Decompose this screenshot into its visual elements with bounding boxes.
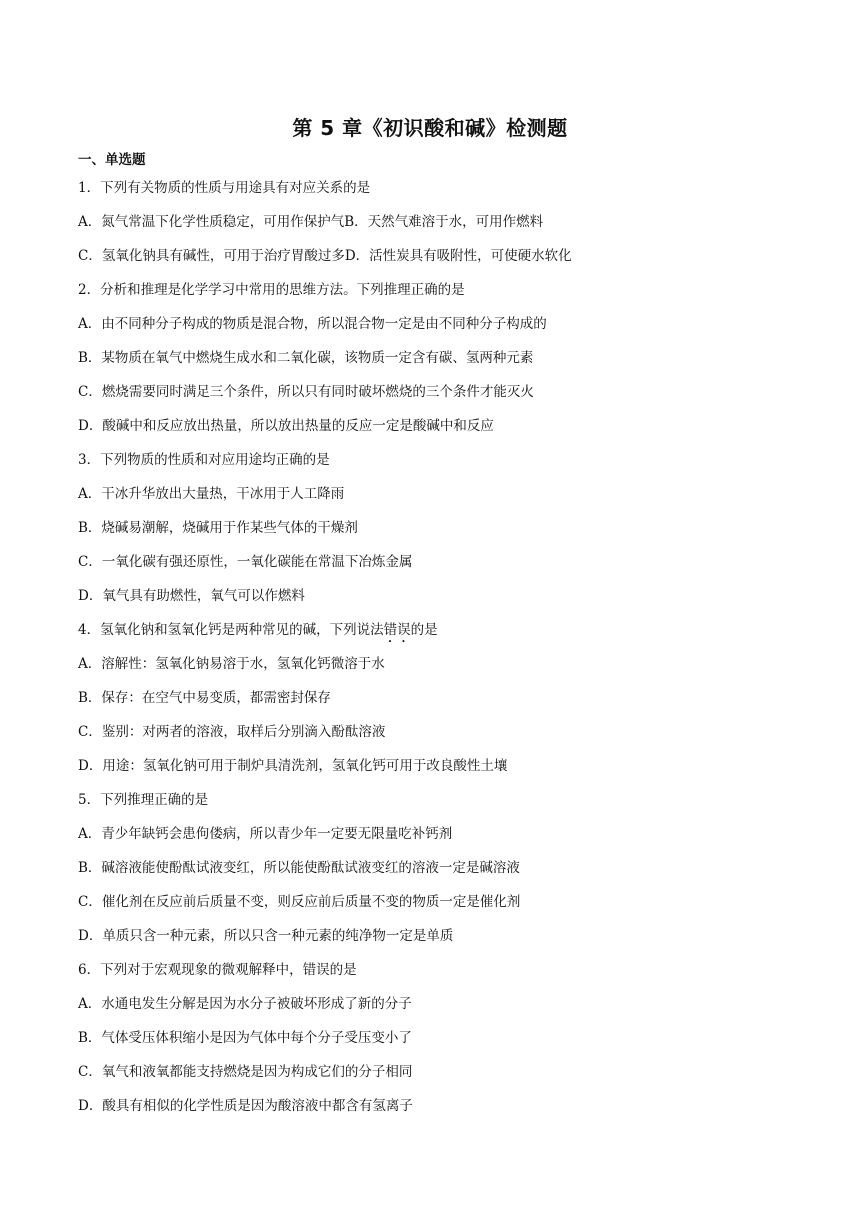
question-4-stem-suffix: 的是 xyxy=(410,622,438,638)
question-2-option-b: B．某物质在氧气中燃烧生成水和二氧化碳，该物质一定含有碳、氢两种元素 xyxy=(78,350,534,366)
question-4-stem-prefix: 4．氢氧化钠和氢氧化钙是两种常见的碱，下列说法 xyxy=(78,622,384,638)
question-5-stem: 5．下列推理正确的是 xyxy=(78,792,209,808)
question-4-option-c: C．鉴别：对两者的溶液，取样后分别滴入酚酞溶液 xyxy=(78,724,386,740)
question-4-option-b: B．保存：在空气中易变质，都需密封保存 xyxy=(78,690,331,706)
question-4-option-a: A．溶解性：氢氧化钠易溶于水，氢氧化钙微溶于水 xyxy=(78,656,385,672)
question-1-option-line: C．氢氧化钠具有碱性，可用于治疗胃酸过多D．活性炭具有吸附性，可使硬水软化 xyxy=(78,248,572,264)
question-5-option-b: B．碱溶液能使酚酞试液变红，所以能使酚酞试液变红的溶液一定是碱溶液 xyxy=(78,860,520,876)
question-3-stem: 3．下列物质的性质和对应用途均正确的是 xyxy=(78,452,330,468)
question-6-option-b: B．气体受压体积缩小是因为气体中每个分子受压变小了 xyxy=(78,1030,412,1046)
question-2-option-d: D．酸碱中和反应放出热量，所以放出热量的反应一定是酸碱中和反应 xyxy=(78,418,494,434)
question-6-option-d: D．酸具有相似的化学性质是因为酸溶液中都含有氢离子 xyxy=(78,1098,413,1114)
question-3-option-a: A．干冰升华放出大量热，干冰用于人工降雨 xyxy=(78,486,345,502)
question-6-stem: 6．下列对于宏观现象的微观解释中，错误的是 xyxy=(78,962,357,978)
question-4-stem-emphasis: 错误 xyxy=(383,622,411,638)
question-2-option-c: C．燃烧需要同时满足三个条件，所以只有同时破坏燃烧的三个条件才能灭火 xyxy=(78,384,534,400)
question-2-stem: 2．分析和推理是化学学习中常用的思维方法。下列推理正确的是 xyxy=(78,282,465,298)
question-4-option-d: D．用途：氢氧化钠可用于制炉具清洗剂，氢氧化钙可用于改良酸性土壤 xyxy=(78,758,508,774)
section-heading: 一、单选题 xyxy=(78,152,146,168)
question-3-option-b: B．烧碱易潮解，烧碱用于作某些气体的干燥剂 xyxy=(78,520,358,536)
question-4-stem xyxy=(78,620,798,654)
question-5-option-d: D．单质只含一种元素，所以只含一种元素的纯净物一定是单质 xyxy=(78,928,454,944)
question-3-option-c: C．一氧化碳有强还原性，一氧化碳能在常温下冶炼金属 xyxy=(78,554,413,570)
question-1-option-line: A．氮气常温下化学性质稳定，可用作保护气B．天然气难溶于水，可用作燃料 xyxy=(78,214,544,230)
question-6-option-c: C．氧气和液氧都能支持燃烧是因为构成它们的分子相同 xyxy=(78,1064,413,1080)
question-2-option-a: A．由不同种分子构成的物质是混合物，所以混合物一定是由不同种分子构成的 xyxy=(78,316,547,332)
question-list xyxy=(78,150,798,1130)
page-title: 第 5 章《初识酸和碱》检测题 xyxy=(292,116,568,140)
question-5-option-a: A．青少年缺钙会患佝偻病，所以青少年一定要无限量吃补钙剂 xyxy=(78,826,453,842)
question-6-option-a: A．水通电发生分解是因为水分子被破坏形成了新的分子 xyxy=(78,996,412,1012)
question-1-stem: 1．下列有关物质的性质与用途具有对应关系的是 xyxy=(78,180,371,196)
question-3-option-d: D．氧气具有助燃性，氧气可以作燃料 xyxy=(78,588,305,604)
question-5-option-c: C．催化剂在反应前后质量不变，则反应前后质量不变的物质一定是催化剂 xyxy=(78,894,521,910)
